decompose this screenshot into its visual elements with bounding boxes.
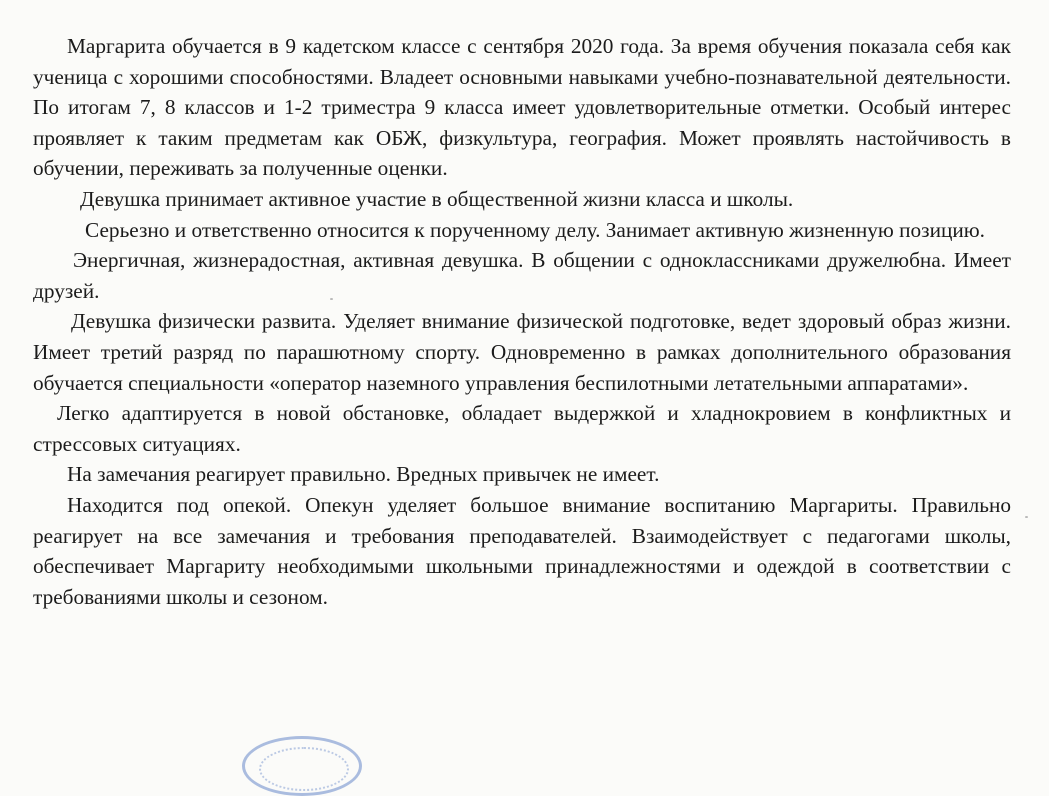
paragraph-guardianship: Находится под опекой. Опекун уделяет большое внимание воспитанию Маргариты. Правильно реагирует на все замечания и требования преподавателей. Взаимодействует с педагогами школы, обеспечивает Маргариту необходимыми школьными принадлежностями и одеждой в соответствии с требованиями школы и сезоном. [33, 492, 1011, 609]
paper-speck [330, 298, 333, 300]
paragraph-physical-development: Девушка физически развита. Уделяет внимание физической подготовке, ведет здоровый образ жизни. Имеет третий разряд по парашютному спорту. Одновременно в рамках дополнительного образования обучается специальности «оператор наземного управления беспилотными летательными аппаратами». [33, 309, 1011, 395]
paragraph-studies: Маргарита обучается в 9 кадетском классе с сентября 2020 года. За время обучения показала себя как ученица с хорошими способностями. Владеет основными навыками учебно-познавательной деятельности. По итогам 7, 8 классов и 1-2 триместра 9 класса имеет удовлетворительные отметки. Особый интерес проявляет к таким предметам как ОБЖ, физкультура, география. Может проявлять настойчивость в обучении, переживать за полученные оценки. [33, 34, 1011, 181]
paragraph-adaptation: Легко адаптируется в новой обстановке, обладает выдержкой и хладнокровием в конфликтных и стрессовых ситуациях. [33, 401, 1011, 456]
document-body [33, 31, 1011, 612]
paragraph-social-activity: Девушка принимает активное участие в общественной жизни класса и школы. [80, 186, 794, 211]
paper-speck [1025, 516, 1028, 518]
paragraph-behavior: На замечания реагирует правильно. Вредных привычек не имеет. [67, 462, 660, 487]
official-stamp [242, 736, 362, 796]
paragraph-responsibility: Серьезно и ответственно относится к порученному делу. Занимает активную жизненную позицию. [85, 217, 986, 242]
paragraph-character: Энергичная, жизнерадостная, активная девушка. В общении с одноклассниками дружелюбна. Имеет друзей. [33, 248, 1011, 303]
